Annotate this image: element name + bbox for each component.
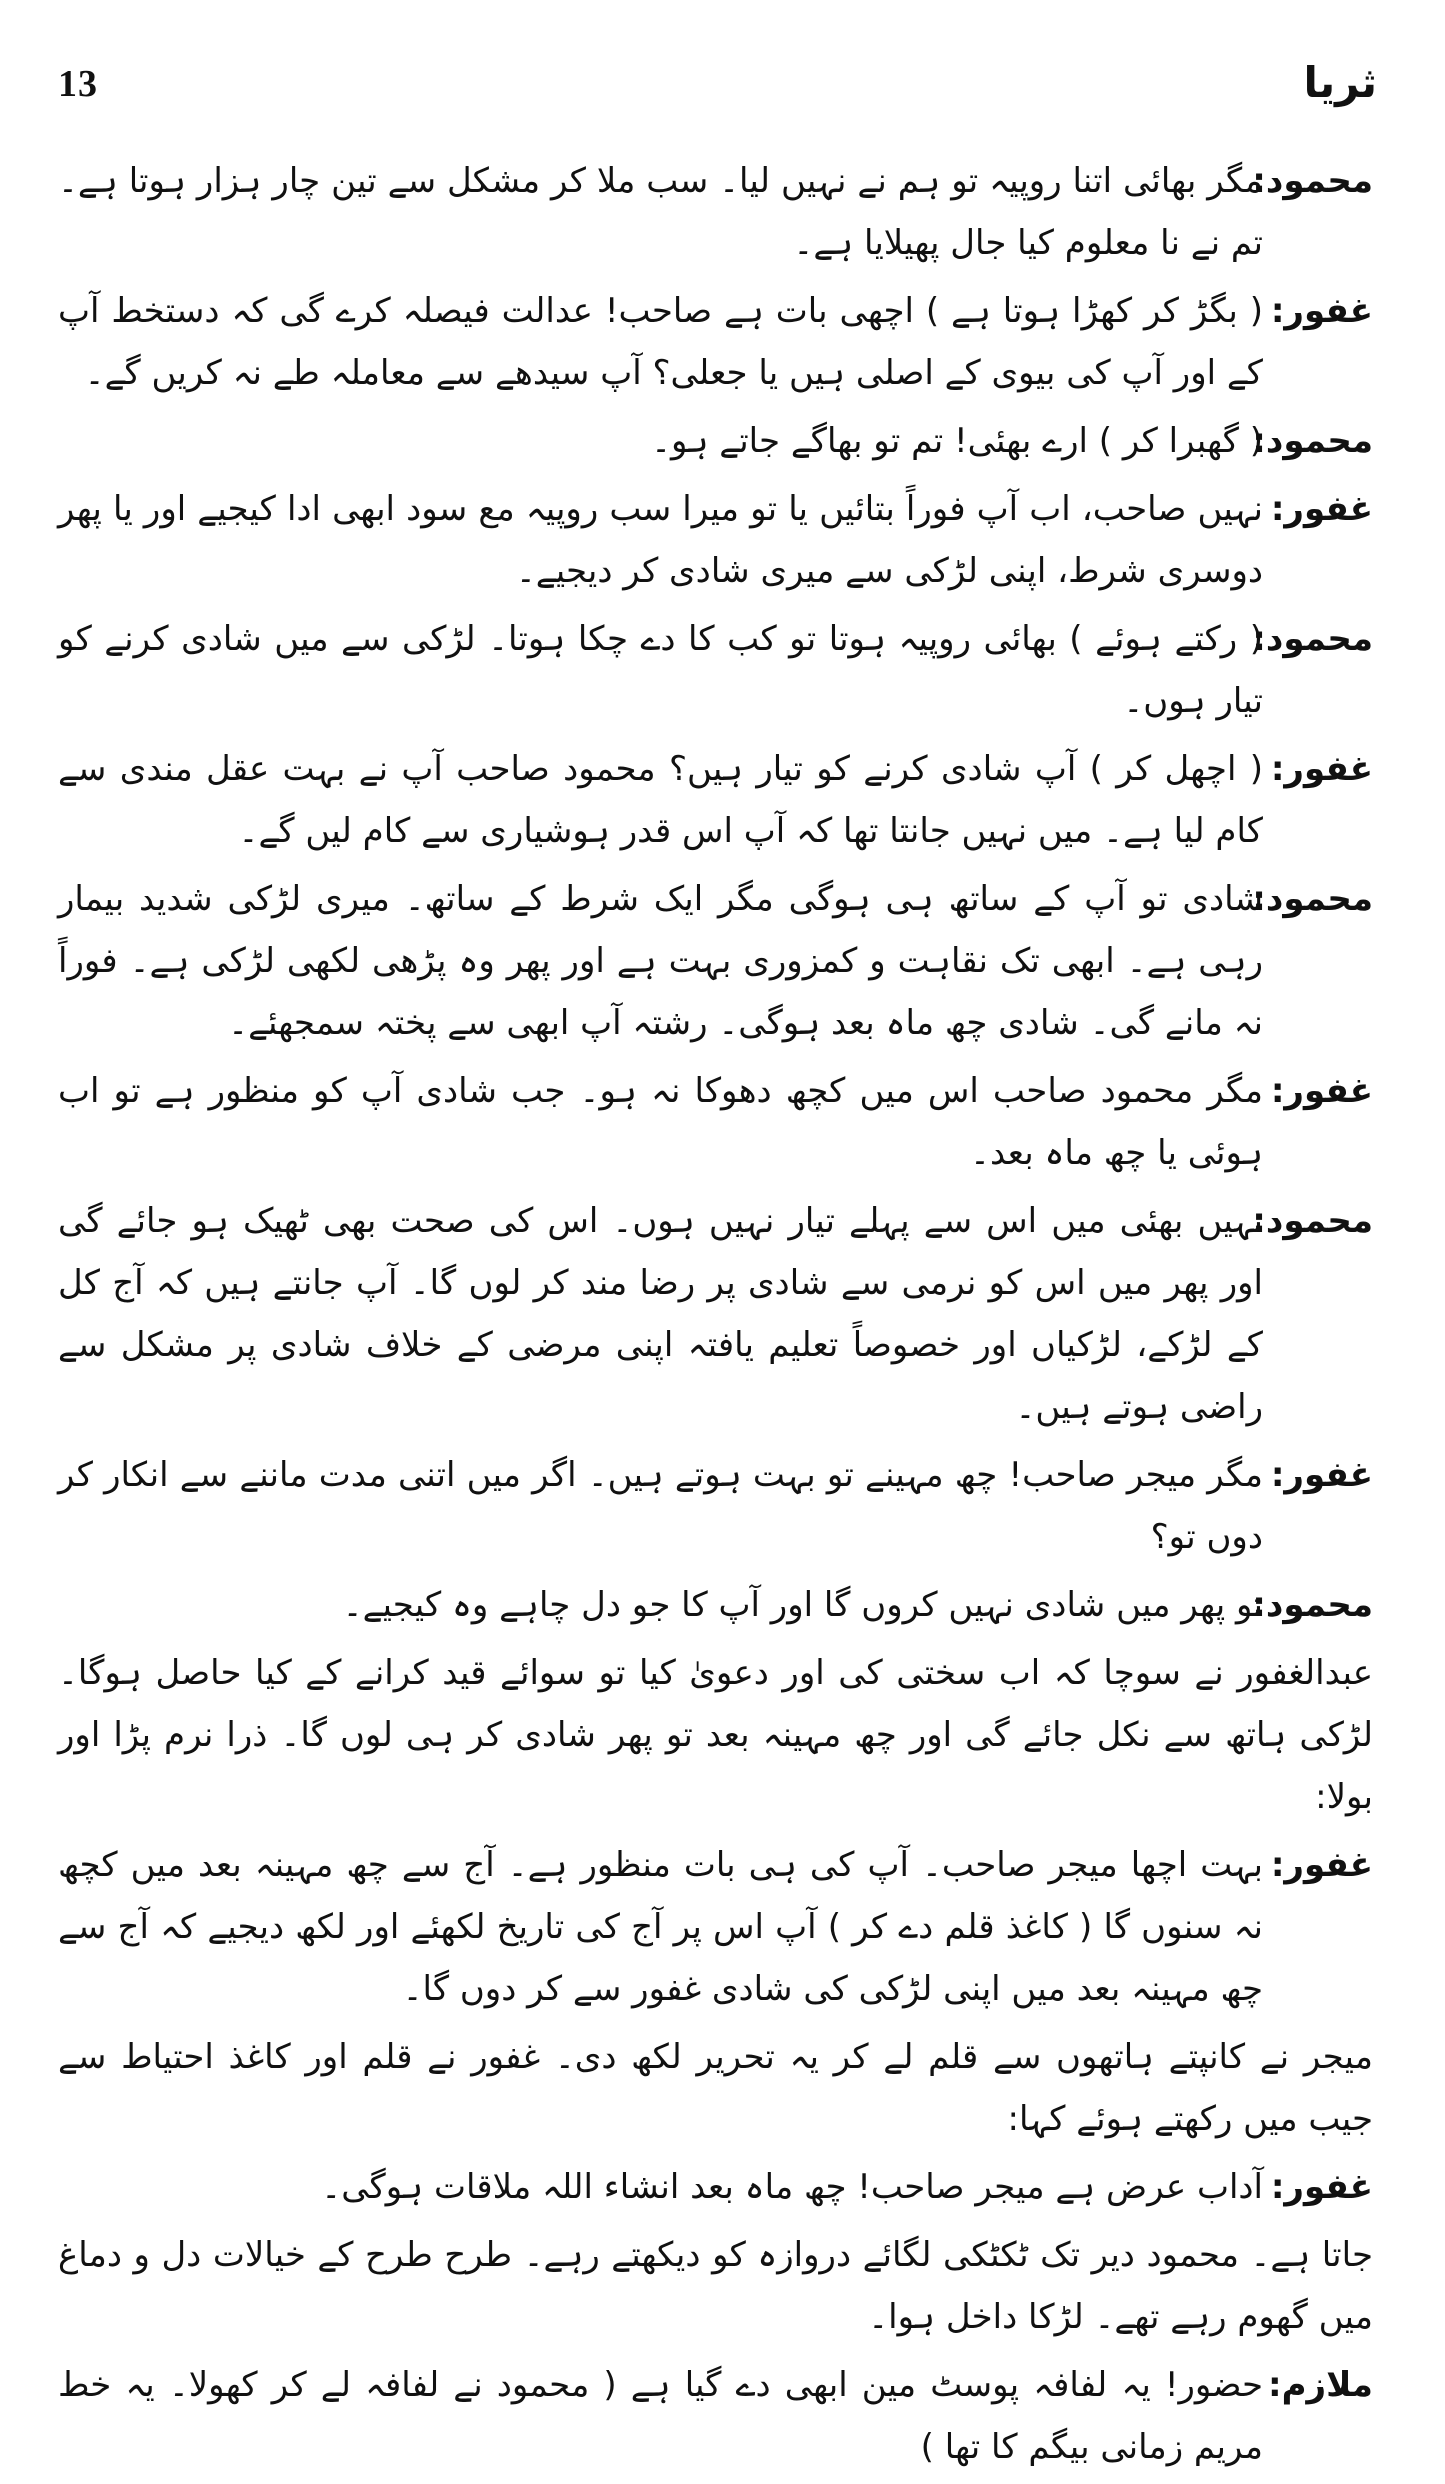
speaker-name: غفور: <box>1270 1455 1373 1495</box>
narration-paragraph: عبدالغفور نے سوچا کہ اب سختی کی اور دعویٰ کیا تو سوائے قید کرانے کے کیا حاصل ہوگا۔ لڑکی ہاتھ سے نکل جائے گی اور چھ مہینہ بعد تو پھر شادی کر ہی لوں گا۔ ذرا نرم پڑا اور بولا: <box>58 1653 1373 1817</box>
dialogue-text: تو پھر میں شادی نہیں کروں گا اور آپ کا جو دل چاہے وہ کیجیے۔ <box>342 1585 1263 1625</box>
dialogue-text: مگر بھائی اتنا روپیہ تو ہم نے نہیں لیا۔ سب ملا کر مشکل سے تین چار ہزار ہوتا ہے۔ تم نے نا معلوم کیا جال پھیلایا ہے۔ <box>58 161 1263 263</box>
dialogue-entry <box>58 280 1373 404</box>
speaker-name: غفور: <box>1270 1845 1373 1885</box>
dialogue-entry <box>58 1574 1373 1636</box>
dialogue-entry <box>58 1060 1373 1184</box>
dialogue-entry <box>58 1190 1373 1438</box>
dialogue-entry <box>58 1444 1373 1568</box>
dialogue-text: ( بگڑ کر کھڑا ہوتا ہے ) اچھی بات ہے صاحب! عدالت فیصلہ کرے گی کہ دستخط آپ کے اور آپ کی بیوی کے اصلی ہیں یا جعلی؟ آپ سیدھے سے معاملہ طے نہ کریں گے۔ <box>58 291 1263 393</box>
dialogue-entry <box>58 410 1373 472</box>
page-number: 13 <box>58 63 98 105</box>
dialogue-text: بہت اچھا میجر صاحب۔ آپ کی ہی بات منظور ہے۔ آج سے چھ مہینہ بعد میں کچھ نہ سنوں گا ( کاغذ قلم دے کر ) آپ اس پر آج کی تاریخ لکھئے اور لکھ دیجیے کہ آج سے چھ مہینہ بعد میں اپنی لڑکی کی شادی غفور سے کر دوں گا۔ <box>58 1845 1263 2009</box>
speaker-name: غفور: <box>1270 1071 1373 1111</box>
speaker-name: محمود: <box>1252 619 1373 659</box>
speaker-name: ملازم: <box>1268 2365 1373 2405</box>
dialogue-entry <box>58 1834 1373 2020</box>
speaker-name: محمود: <box>1252 1201 1373 1241</box>
dialogue-entry <box>58 150 1373 274</box>
speaker-name: محمود: <box>1252 879 1373 919</box>
narration-paragraph: میجر نے کانپتے ہاتھوں سے قلم لے کر یہ تحریر لکھ دی۔ غفور نے قلم اور کاغذ احتیاط سے جیب میں رکھتے ہوئے کہا: <box>58 2037 1373 2139</box>
dialogue-text: مگر میجر صاحب! چھ مہینے تو بہت ہوتے ہیں۔ اگر میں اتنی مدت ماننے سے انکار کر دوں تو؟ <box>58 1455 1263 1557</box>
narration-paragraph: جاتا ہے۔ محمود دیر تک ٹکٹکی لگائے دروازہ کو دیکھتے رہے۔ طرح طرح کے خیالات دل و دماغ میں گھوم رہے تھے۔ لڑکا داخل ہوا۔ <box>58 2235 1373 2337</box>
speaker-name: غفور: <box>1270 2167 1373 2207</box>
dialogue-entry <box>58 2354 1373 2478</box>
speaker-name: محمود: <box>1252 161 1373 201</box>
dialogue-text: حضور! یہ لفافہ پوسٹ مین ابھی دے گیا ہے ( محمود نے لفافہ لے کر کھولا۔ یہ خط مریم زمانی بیگم کا تھا ) <box>58 2365 1263 2467</box>
speaker-name: محمود: <box>1252 421 1373 461</box>
dialogue-text: نہیں صاحب، اب آپ فوراً بتائیں یا تو میرا سب روپیہ مع سود ابھی ادا کیجیے اور یا پھر دوسری شرط، اپنی لڑکی سے میری شادی کر دیجیے۔ <box>58 489 1263 591</box>
dialogue-text: مگر محمود صاحب اس میں کچھ دھوکا نہ ہو۔ جب شادی آپ کو منظور ہے تو اب ہوئی یا چھ ماہ بعد۔ <box>58 1071 1263 1173</box>
dialogue-text: ( اچھل کر ) آپ شادی کرنے کو تیار ہیں؟ محمود صاحب آپ نے بہت عقل مندی سے کام لیا ہے۔ میں نہیں جانتا تھا کہ آپ اس قدر ہوشیاری سے کام لیں گے۔ <box>58 749 1263 851</box>
dialogue-text: ( رکتے ہوئے ) بھائی روپیہ ہوتا تو کب کا دے چکا ہوتا۔ لڑکی سے میں شادی کرنے کو تیار ہوں۔ <box>58 619 1263 721</box>
speaker-name: غفور: <box>1270 489 1373 529</box>
book-title: ثریا <box>1303 58 1377 107</box>
dialogue-entry <box>58 608 1373 732</box>
page-body <box>58 150 1373 2484</box>
dialogue-entry <box>58 868 1373 1054</box>
speaker-name: محمود: <box>1252 1585 1373 1625</box>
dialogue-text: ( گھبرا کر ) ارے بھئی! تم تو بھاگے جاتے ہو۔ <box>651 421 1263 461</box>
dialogue-entry <box>58 738 1373 862</box>
dialogue-text: نہیں بھئی میں اس سے پہلے تیار نہیں ہوں۔ اس کی صحت بھی ٹھیک ہو جائے گی اور پھر میں اس کو نرمی سے شادی پر رضا مند کر لوں گا۔ آپ جانتے ہیں کہ آج کل کے لڑکے، لڑکیاں اور خصوصاً تعلیم یافتہ اپنی مرضی کے خلاف شادی پر مشکل سے راضی ہوتے ہیں۔ <box>58 1201 1263 1427</box>
dialogue-entry <box>58 478 1373 602</box>
speaker-name: غفور: <box>1270 291 1373 331</box>
dialogue-entry <box>58 2156 1373 2218</box>
dialogue-text: آداب عرض ہے میجر صاحب! چھ ماہ بعد انشاء اللہ ملاقات ہوگی۔ <box>321 2167 1263 2207</box>
speaker-name: غفور: <box>1270 749 1373 789</box>
dialogue-text: شادی تو آپ کے ساتھ ہی ہوگی مگر ایک شرط کے ساتھ۔ میری لڑکی شدید بیمار رہی ہے۔ ابھی تک نقاہت و کمزوری بہت ہے اور پھر وہ پڑھی لکھی لڑکی ہے۔ فوراً نہ مانے گی۔ شادی چھ ماہ بعد ہوگی۔ رشتہ آپ ابھی سے پختہ سمجھئے۔ <box>58 879 1263 1043</box>
